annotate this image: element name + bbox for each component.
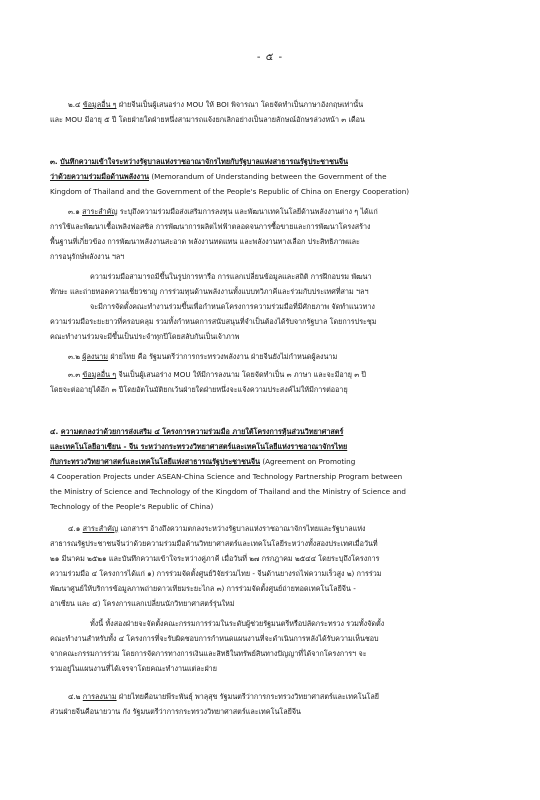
item-3-1-number: ๓.๑ xyxy=(68,207,80,216)
section-4-title-en: (Agreement on Promoting xyxy=(262,457,356,466)
item-4-2-number: ๔.๒ xyxy=(68,692,81,701)
item-3-1-line-4: การอนุรักษ์พลังงาน ฯลฯ xyxy=(50,252,125,261)
item-4-1-para-2-line-4: รวมอยู่ในแผนงานที่ได้เจรจาโดยคณะทำงานแต่ละฝ่าย xyxy=(50,664,217,673)
section-4-title-en-line-2: 4 Cooperation Projects under ASEAN-China Science and Technology Partnership Program between xyxy=(50,472,403,481)
item-4-1-text: เอกสารฯ อ้างถึงความตกลงระหว่างรัฐบาลแห่งราชอาณาจักรไทยและรัฐบาลแห่ง xyxy=(120,524,366,533)
item-3-1-para-2-line-5: คณะทำงานร่วมจะมีขึ้นเป็นประจำทุกปีโดยสลับกันเป็นเจ้าภาพ xyxy=(50,332,240,341)
item-3-3-number: ๓.๓ xyxy=(68,370,81,379)
section-4-title: ความตกลงว่าด้วยการส่งเสริม ๔ โครงการความร่วมมือ ภายใต้โครงการหุ้นส่วนวิทยาศาสตร์ xyxy=(60,427,344,436)
item-4-2-text: ฝ่ายไทยคือนายพีระพันธุ์ พาลุสุข รัฐมนตรีว่าการกระทรวงวิทยาศาสตร์และเทคโนโลยี xyxy=(118,692,380,701)
item-2-4-line-1 xyxy=(68,98,508,111)
item-3-1-para-2-line-4: ความร่วมมือระยะยาวที่ครอบคลุม รวมทั้งกำหนดการสนับสนุนที่จำเป็นต้องได้รับจากรัฐบาล โดยการประชุม xyxy=(50,317,377,326)
item-4-1-para-2-line-2: คณะทำงานสำหรับทั้ง ๔ โครงการที่จะรับผิดชอบการกำหนดแผนงานที่จะดำเนินการหลังได้รับความเห็นชอบ xyxy=(50,634,379,643)
item-4-1-para-2-line-3: จากคณะกรรมการร่วม โดยการจัดการทางการเงินและสิทธิในทรัพย์สินทางปัญญาที่ได้จากโครงการฯ จะ xyxy=(50,649,367,658)
item-3-1-line-2: การใช้และพัฒนาเชื้อเพลิงฟอสซิล การพัฒนาการผลิตไฟฟ้าตลอดจนการซื้อขายและการพัฒนาโครงสร้าง xyxy=(50,222,371,231)
section-4-heading xyxy=(50,425,508,438)
item-4-2-line-1 xyxy=(68,690,508,703)
section-4-title-en-line-3: the Ministry of Science and Technology of the Kingdom of Thailand and the Ministry of Science and xyxy=(50,487,406,496)
item-4-1-line-4: ความร่วมมือ ๔ โครงการได้แก่ ๑) การร่วมจัดตั้งศูนย์วิจัยร่วมไทย - จีนด้านยางรถไฟความเร็วสูง ๒) การร่วม xyxy=(50,569,382,578)
item-3-2-title: ผู้ลงนาม xyxy=(82,352,109,361)
item-2-4-title: ข้อมูลอื่น ๆ xyxy=(82,100,117,109)
item-4-1-line-5: พัฒนาศูนย์ให้บริการข้อมูลภาพถ่ายดาวเทียมระยะไกล ๓) การร่วมจัดตั้งศูนย์ถ่ายทอดเทคโนโลยีจีน - xyxy=(50,584,356,593)
item-3-2 xyxy=(68,350,508,363)
page-number: - ๕ - xyxy=(256,52,284,63)
section-4-title-line-3 xyxy=(50,455,508,468)
item-4-2-line-2: ส่วนฝ่ายจีนคือนายวาน กัง รัฐมนตรีว่าการกระทรวงวิทยาศาสตร์และเทคโนโลยีจีน xyxy=(50,707,301,716)
section-4-number: ๔. xyxy=(50,427,59,436)
item-3-2-number: ๓.๒ xyxy=(68,352,80,361)
section-3-number: ๓. xyxy=(50,157,58,166)
item-4-1-line-6: อาเซียน และ ๔) โครงการแลกเปลี่ยนนักวิทยาศาสตร์รุ่นใหม่ xyxy=(50,599,235,608)
section-4-title-en-line-4: Technology of the People's Republic of China) xyxy=(50,502,214,511)
item-3-1-title: สาระสำคัญ xyxy=(82,207,118,216)
item-2-4-text: ฝ่ายจีนเป็นผู้เสนอร่าง MOU ให้ BOI พิจารณา โดยจัดทำเป็นภาษาอังกฤษเท่านั้น xyxy=(118,100,364,109)
section-3-title-en: (Memorandum of Understanding between the Government of the xyxy=(151,172,387,181)
item-4-1-line-2: สาธารณรัฐประชาชนจีนว่าด้วยความร่วมมือด้านวิทยาศาสตร์และเทคโนโลยีระหว่างทั้งสองประเทศเมื่อวันที่ xyxy=(50,539,378,548)
item-3-1-para-2-line-2: ทักษะ และถ่ายทอดความเชี่ยวชาญ การร่วมทุนด้านพลังงานทั้งแบบทวิภาคีและร่วมกับประเทศที่สาม ฯลฯ xyxy=(50,287,369,296)
item-3-2-text: ฝ่ายไทย คือ รัฐมนตรีว่าการกระทรวงพลังงาน ฝ่ายจีนยังไม่กำหนดผู้ลงนาม xyxy=(110,352,338,361)
section-3-title-cont: ว่าด้วยความร่วมมือด้านพลังงาน xyxy=(50,172,150,181)
item-2-4-number: ๒.๔ xyxy=(68,100,81,109)
item-3-3-title: ข้อมูลอื่น ๆ xyxy=(82,370,117,379)
section-3-heading xyxy=(50,155,508,168)
item-2-4-line-2: และ MOU มีอายุ ๕ ปี โดยฝ่ายใดฝ่ายหนึ่งสามารถแจ้งยกเลิกอย่างเป็นลายลักษณ์อักษรล่วงหน้า ๓ เดือน xyxy=(50,115,365,124)
item-3-1-para-2-line-1: ความร่วมมือสามารถมีขึ้นในรูปการหารือ การแลกเปลี่ยนข้อมูลและสถิติ การฝึกอบรม พัฒนา xyxy=(90,272,372,281)
item-4-1-line-1 xyxy=(68,522,508,535)
item-4-1-line-3: ๒๑ มีนาคม ๒๕๒๑ และบันทึกความเข้าใจระหว่างคู่ภาคี เมื่อวันที่ ๒๗ กรกฎาคม ๒๕๔๔ โดยระบุถึงโครงการ xyxy=(50,554,380,563)
item-4-1-title: สาระสำคัญ xyxy=(82,524,119,533)
section-4-title-cont: กับกระทรวงวิทยาศาสตร์และเทคโนโลยีแห่งสาธารณรัฐประชาชนจีน xyxy=(50,457,261,466)
section-3-title-en-line-2: Kingdom of Thailand and the Government of the People's Republic of China on Energy Cooperation) xyxy=(50,187,410,196)
item-4-2-title: การลงนาม xyxy=(82,692,117,701)
item-4-1-para-2-line-1: ทั้งนี้ ทั้งสองฝ่ายจะจัดตั้งคณะกรรมการร่วมในระดับผู้ช่วยรัฐมนตรีหรือปลัดกระทรวง รวมทั้งจัดตั้ง xyxy=(90,619,385,628)
item-3-1-line-1 xyxy=(68,205,508,218)
item-3-3-line-2: โดยจะต่ออายุได้อีก ๓ ปีโดยอัตโนมัติยกเว้นฝ่ายใดฝ่ายหนึ่งจะแจ้งความประสงค์ไม่ให้มีการต่ออายุ xyxy=(50,385,348,394)
section-3-title-line-2 xyxy=(50,170,508,183)
item-3-1-para-2-line-3: จะมีการจัดตั้งคณะทำงานร่วมขึ้นเพื่อกำหนดโครงการความร่วมมือที่มีศักยภาพ จัดทำแนวทาง xyxy=(90,302,375,311)
item-3-1-text: ระบุถึงความร่วมมือส่งเสริมการลงทุน และพัฒนาเทคโนโลยีด้านพลังงานต่าง ๆ ได้แก่ xyxy=(119,207,378,216)
item-3-3-text: จีนเป็นผู้เสนอร่าง MOU ให้มีการลงนาม โดยจัดทำเป็น ๓ ภาษา และจะมีอายุ ๓ ปี xyxy=(118,370,366,379)
item-4-1-number: ๔.๑ xyxy=(68,524,81,533)
section-4-title-line-2: และเทคโนโลยีอาเซียน - จีน ระหว่างกระทรวงวิทยาศาสตร์และเทคโนโลยีแห่งราชอาณาจักรไทย xyxy=(50,442,348,451)
item-3-1-line-3: พื้นฐานที่เกี่ยวข้อง การพัฒนาพลังงานสะอาด พลังงานทดแทน และพลังงานทางเลือก ประสิทธิภาพและ xyxy=(50,237,360,246)
item-3-3-line-1 xyxy=(68,368,508,381)
section-3-title: บันทึกความเข้าใจระหว่างรัฐบาลแห่งราชอาณาจักรไทยกับรัฐบาลแห่งสาธารณรัฐประชาชนจีน xyxy=(60,157,348,166)
